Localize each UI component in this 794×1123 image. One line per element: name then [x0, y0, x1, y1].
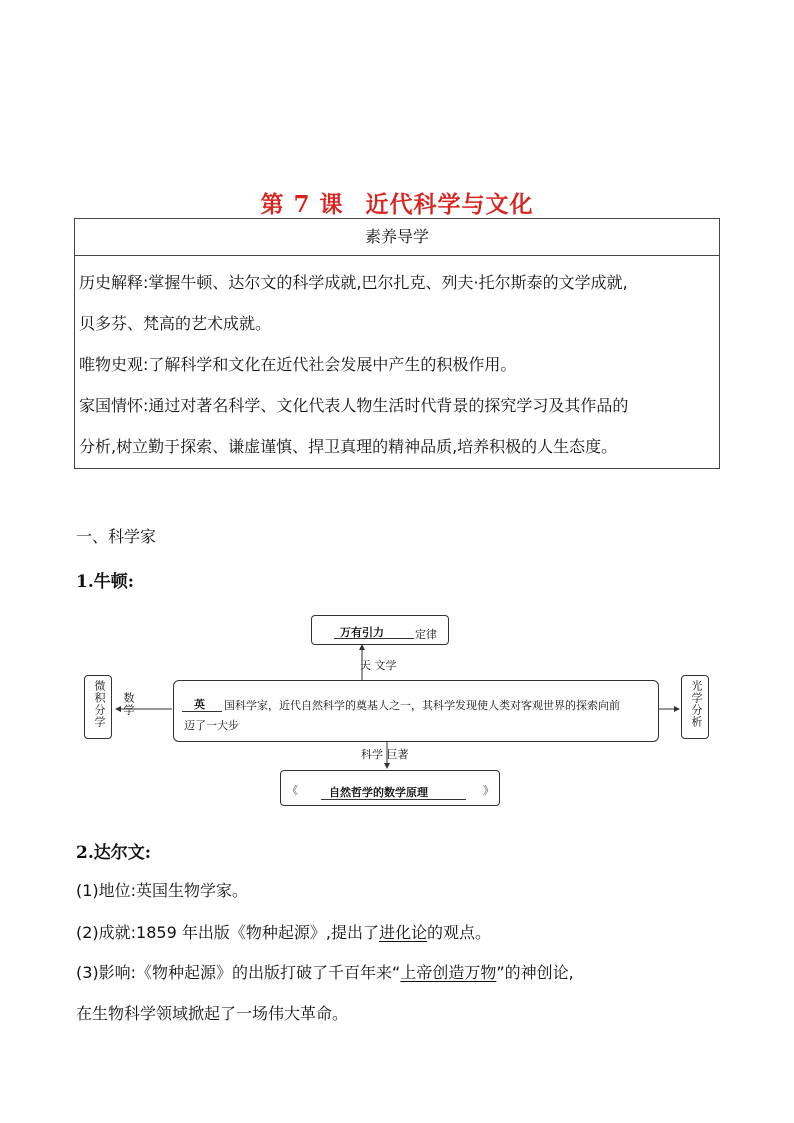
literacy-header: 素养导学 [75, 219, 719, 256]
literacy-line: 家国情怀:通过对著名科学、文化代表人物生活时代背景的探究学习及其作品的 [79, 396, 629, 415]
center-text-2: 迈了一大步 [184, 719, 239, 732]
literacy-line: 贝多芬、梵高的艺术成就。 [79, 314, 272, 333]
calculus-label: 微积分学 [93, 680, 106, 728]
gravity-suffix: 定律 [415, 628, 437, 641]
optics-box [681, 675, 709, 739]
book-close-bracket: 》 [483, 784, 494, 797]
answer-underline [321, 799, 466, 800]
darwin-achievement [76, 920, 491, 943]
math-label: 数学 [122, 692, 135, 716]
achievement-suffix: 的观点。 [426, 923, 491, 942]
newton-center-box [173, 680, 659, 742]
principia-title: 自然哲学的数学原理 [329, 786, 428, 799]
section-heading: 一、科学家 [76, 527, 157, 546]
book-open-bracket: 《 [287, 784, 298, 797]
literacy-line: 分析,树立勤于探索、谦虚谨慎、捍卫真理的精神品质,培养积极的人生态度。 [79, 437, 618, 456]
achievement-prefix: (2)成就:1859 年出版《物种起源》,提出了 [76, 923, 379, 942]
darwin-heading: 2.达尔文: [76, 843, 152, 863]
optics-label: 光学分析 [690, 680, 703, 728]
calculus-box [84, 675, 112, 739]
answer-underline [182, 711, 222, 712]
literacy-line: 唯物史观:了解科学和文化在近代社会发展中产生的积极作用。 [79, 355, 517, 374]
darwin-impact-cont: 在生物科学领域掀起了一场伟大革命。 [76, 1004, 349, 1023]
darwin-status: (1)地位:英国生物学家。 [76, 881, 249, 900]
answer-underline [334, 638, 414, 639]
evolution-answer: 进化论 [378, 923, 427, 942]
darwin-impact [76, 960, 574, 983]
creation-answer: 上帝创造万物 [400, 963, 497, 982]
lesson-number: 第 7 课 [260, 191, 344, 218]
nationality-answer: 英 [194, 698, 205, 711]
newton-gravity-box [311, 615, 449, 645]
astronomy-label: 天 文学 [360, 659, 397, 672]
principia-box [280, 770, 500, 806]
gravity-label: 万有引力 [340, 626, 384, 639]
newton-heading: 1.牛顿: [76, 572, 135, 592]
impact-prefix: (3)影响:《物种起源》的出版打破了千百年来“ [76, 963, 401, 982]
literacy-line: 历史解释:掌握牛顿、达尔文的科学成就,巴尔扎克、列夫·托尔斯泰的文学成就, [79, 273, 628, 292]
center-text-1: 国科学家，近代自然科学的奠基人之一，其科学发现使人类对客观世界的探索向前 [224, 699, 620, 712]
impact-suffix: ”的神创论, [496, 963, 574, 982]
lesson-name: 近代科学与文化 [365, 191, 534, 218]
science-work-label: 科学 巨著 [361, 748, 409, 761]
